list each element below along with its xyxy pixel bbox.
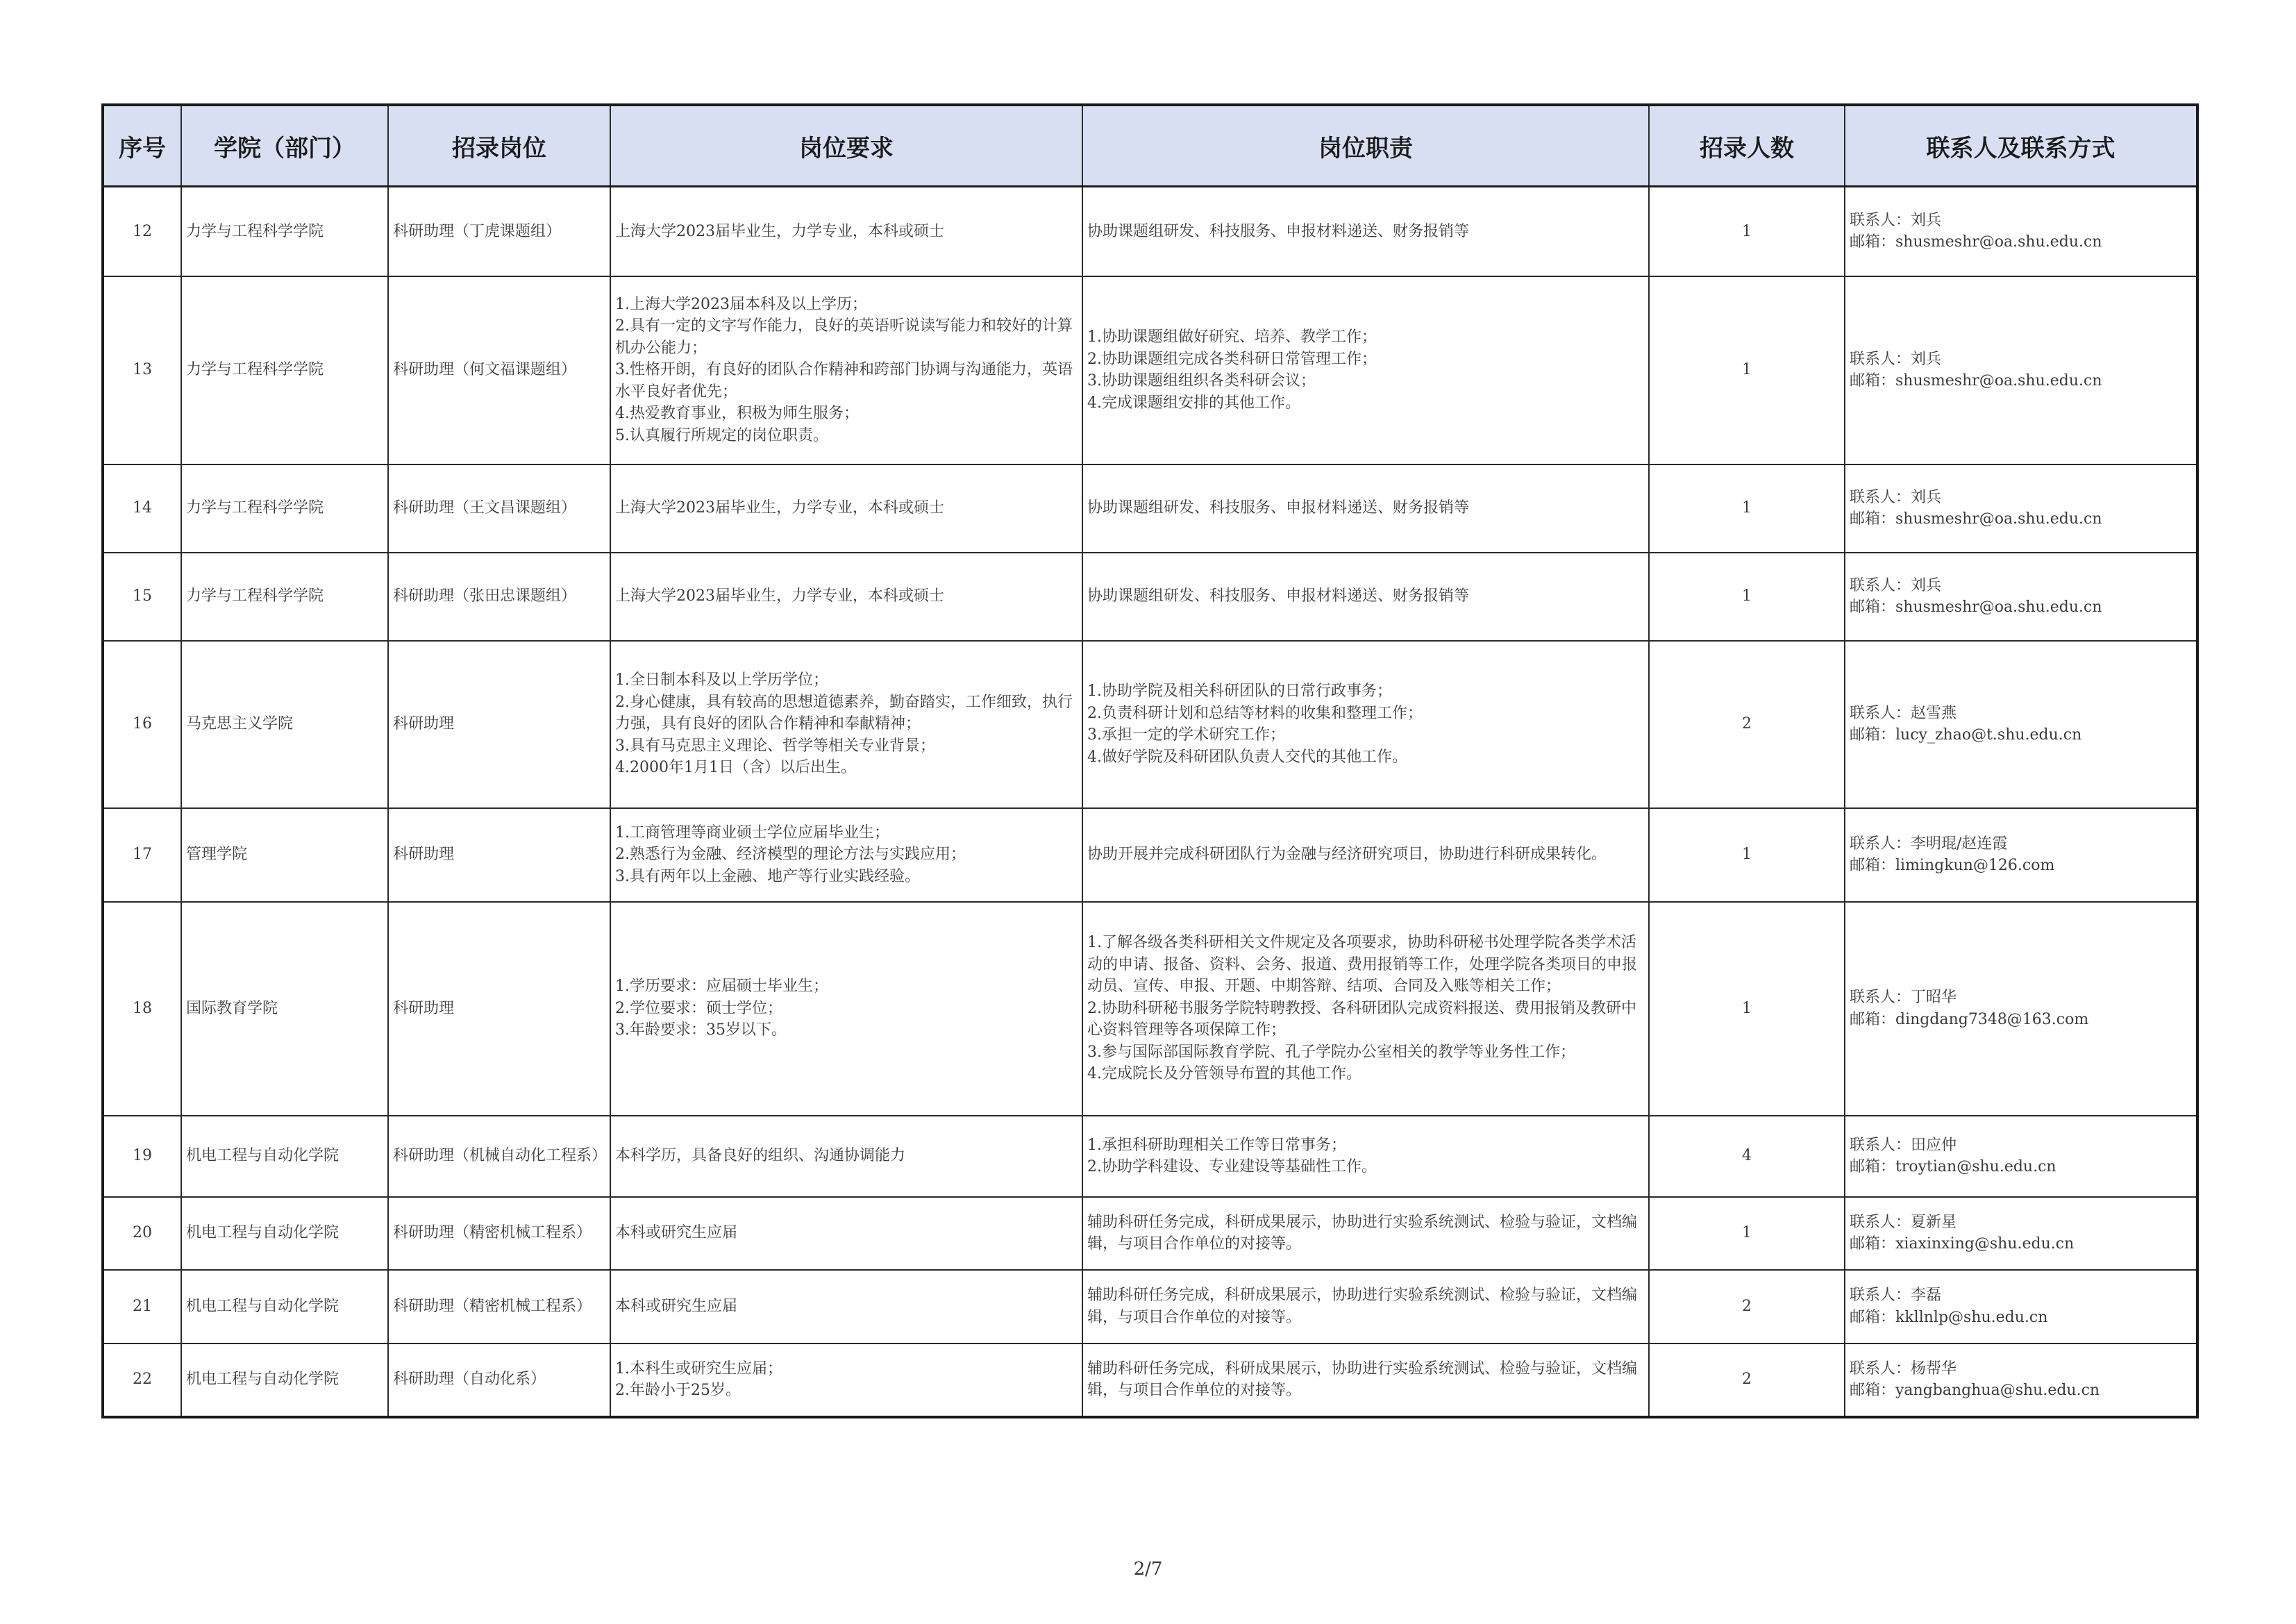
duty-line: 3.协助课题组组织各类科研会议； (1087, 372, 1316, 390)
duty-line: 2.负责科研计划和总结等材料的收集和整理工作； (1087, 704, 1423, 722)
contact-cell (1845, 1270, 2197, 1343)
header-cell: 联系人及联系方式 (1845, 105, 2197, 187)
table-body (103, 187, 2197, 1417)
contact-line: 邮箱：shusmeshr@oa.shu.edu.cn (1850, 510, 2102, 528)
contact-line: 邮箱：shusmeshr@oa.shu.edu.cn (1850, 598, 2102, 616)
contact-line: 联系人：李明琨/赵连霞 (1850, 835, 2008, 853)
requirement-line: 3.年龄要求：35岁以下。 (615, 1021, 787, 1039)
requirement-line: 3.性格开朗，有良好的团队合作精神和跨部门协调与沟通能力，英语水平良好者优先； (615, 361, 1073, 401)
headcount-cell: 2 (1649, 1343, 1845, 1417)
recruitment-table (101, 103, 2199, 1418)
serial-number-cell: 16 (103, 641, 181, 808)
department-cell: 力学与工程科学学院 (181, 553, 388, 641)
contact-cell (1845, 902, 2197, 1116)
duties-cell (1082, 1270, 1649, 1343)
duty-line: 协助开展并完成科研团队行为金融与经济研究项目，协助进行科研成果转化。 (1087, 846, 1607, 864)
duty-line: 1.协助学院及相关科研团队的日常行政事务； (1087, 683, 1392, 700)
duty-line: 2.协助学科建设、专业建设等基础性工作。 (1087, 1158, 1377, 1175)
requirements-cell (610, 808, 1082, 902)
serial-number-cell: 14 (103, 464, 181, 553)
duty-line: 4.做好学院及科研团队负责人交代的其他工作。 (1087, 748, 1407, 766)
contact-line: 联系人：刘兵 (1850, 211, 1942, 229)
requirements-cell (610, 641, 1082, 808)
department-cell: 机电工程与自动化学院 (181, 1270, 388, 1343)
requirements-cell (610, 187, 1082, 276)
contact-line: 联系人：刘兵 (1850, 350, 1942, 368)
position-cell: 科研助理 (388, 808, 610, 902)
duties-cell (1082, 276, 1649, 464)
contact-cell (1845, 1197, 2197, 1270)
duty-line: 1.协助课题组做好研究、培养、教学工作； (1087, 328, 1377, 346)
contact-line: 邮箱：limingkun@126.com (1850, 857, 2055, 874)
headcount-cell: 1 (1649, 902, 1845, 1116)
position-cell: 科研助理 (388, 902, 610, 1116)
header-cell: 岗位职责 (1082, 105, 1649, 187)
serial-number-cell: 17 (103, 808, 181, 902)
requirement-line: 1.全日制本科及以上学历学位； (615, 671, 828, 689)
requirements-cell (610, 1197, 1082, 1270)
header-cell: 学院（部门） (181, 105, 388, 187)
headcount-cell: 1 (1649, 464, 1845, 553)
contact-line: 联系人：李磊 (1850, 1287, 1942, 1304)
position-cell: 科研助理（自动化系） (388, 1343, 610, 1417)
duties-cell (1082, 464, 1649, 553)
headcount-cell: 2 (1649, 641, 1845, 808)
requirement-line: 3.具有马克思主义理论、哲学等相关专业背景； (615, 737, 935, 755)
department-cell: 力学与工程科学学院 (181, 276, 388, 464)
table-row (103, 276, 2197, 464)
duty-line: 3.参与国际部国际教育学院、孔子学院办公室相关的教学等业务性工作； (1087, 1043, 1575, 1061)
contact-line: 邮箱：troytian@shu.edu.cn (1850, 1158, 2056, 1175)
serial-number-cell: 13 (103, 276, 181, 464)
contact-line: 邮箱：xiaxinxing@shu.edu.cn (1850, 1235, 2075, 1253)
headcount-cell: 1 (1649, 276, 1845, 464)
requirement-line: 上海大学2023届毕业生，力学专业，本科或硕士 (615, 222, 944, 240)
header-cell: 招录岗位 (388, 105, 610, 187)
duty-line: 2.协助课题组完成各类科研日常管理工作； (1087, 350, 1377, 368)
requirement-line: 2.熟悉行为金融、经济模型的理论方法与实践应用； (615, 846, 966, 864)
requirement-line: 2.年龄小于25岁。 (615, 1382, 741, 1399)
duty-line: 2.协助科研秘书服务学院特聘教授、各科研团队完成资料报送、费用报销及教研中心资料管理等各项保障工作； (1087, 999, 1636, 1039)
duty-line: 1.承担科研助理相关工作等日常事务； (1087, 1136, 1346, 1154)
duties-cell (1082, 902, 1649, 1116)
duties-cell (1082, 1197, 1649, 1270)
headcount-cell: 1 (1649, 187, 1845, 276)
requirements-cell (610, 464, 1082, 553)
department-cell: 马克思主义学院 (181, 641, 388, 808)
duty-line: 协助课题组研发、科技服务、申报材料递送、财务报销等 (1087, 587, 1470, 605)
page-number: 2/7 (1133, 1559, 1163, 1580)
duties-cell (1082, 808, 1649, 902)
table-row (103, 641, 2197, 808)
position-cell: 科研助理（丁虎课题组） (388, 187, 610, 276)
table-row (103, 1197, 2197, 1270)
contact-line: 邮箱：yangbanghua@shu.edu.cn (1850, 1382, 2100, 1399)
contact-line: 联系人：夏新星 (1850, 1213, 1957, 1231)
table-row (103, 464, 2197, 553)
serial-number-cell: 18 (103, 902, 181, 1116)
department-cell: 国际教育学院 (181, 902, 388, 1116)
duties-cell (1082, 1343, 1649, 1417)
requirements-cell (610, 1343, 1082, 1417)
contact-line: 邮箱：kkllnlp@shu.edu.cn (1850, 1308, 2048, 1326)
duties-cell (1082, 1116, 1649, 1197)
requirement-line: 4.2000年1月1日（含）以后出生。 (615, 759, 856, 777)
contact-line: 联系人：刘兵 (1850, 576, 1942, 594)
position-cell: 科研助理（王文昌课题组） (388, 464, 610, 553)
duty-line: 辅助科研任务完成，科研成果展示，协助进行实验系统测试、检验与验证，文档编辑，与项目合作单位的对接等。 (1087, 1213, 1638, 1253)
duty-line: 协助课题组研发、科技服务、申报材料递送、财务报销等 (1087, 499, 1470, 517)
requirement-line: 1.工商管理等商业硕士学位应届毕业生； (615, 823, 889, 842)
requirement-line: 1.本科生或研究生应届； (615, 1359, 782, 1378)
contact-line: 邮箱：shusmeshr@oa.shu.edu.cn (1850, 233, 2102, 251)
requirements-cell (610, 1270, 1082, 1343)
requirement-line: 1.上海大学2023届本科及以上学历； (615, 295, 867, 313)
headcount-cell: 1 (1649, 1197, 1845, 1270)
contact-cell (1845, 641, 2197, 808)
contact-line: 联系人：丁昭华 (1850, 989, 1957, 1006)
table-row (103, 902, 2197, 1116)
department-cell: 力学与工程科学学院 (181, 464, 388, 553)
table-row (103, 187, 2197, 276)
requirement-line: 2.学位要求：硕士学位； (615, 999, 782, 1017)
headcount-cell: 2 (1649, 1270, 1845, 1343)
header-cell: 招录人数 (1649, 105, 1845, 187)
header-cell: 序号 (103, 105, 181, 187)
contact-line: 邮箱：shusmeshr@oa.shu.edu.cn (1850, 372, 2102, 390)
requirement-line: 1.学历要求：应届硕士毕业生； (615, 978, 828, 996)
duty-line: 1.了解各级各类科研相关文件规定及各项要求，协助科研秘书处理学院各类学术活动的申请、报备、资料、会务、报道、费用报销等工作，处理学院各类项目的申报动员、宣传、申报、开题、中期答辩、结项、合同及入账等相关工作； (1087, 934, 1638, 996)
serial-number-cell: 19 (103, 1116, 181, 1197)
department-cell: 机电工程与自动化学院 (181, 1197, 388, 1270)
duty-line: 辅助科研任务完成，科研成果展示，协助进行实验系统测试、检验与验证，文档编辑，与项目合作单位的对接等。 (1087, 1287, 1638, 1326)
requirement-line: 上海大学2023届毕业生，力学专业，本科或硕士 (615, 499, 944, 517)
contact-line: 联系人：杨帮华 (1850, 1359, 1957, 1378)
contact-cell (1845, 464, 2197, 553)
duties-cell (1082, 553, 1649, 641)
contact-line: 联系人：田应仲 (1850, 1136, 1957, 1154)
duty-line: 4.完成院长及分管领导布置的其他工作。 (1087, 1065, 1361, 1083)
requirement-line: 本科学历，具备良好的组织、沟通协调能力 (615, 1147, 906, 1165)
duties-cell (1082, 187, 1649, 276)
duty-line: 辅助科研任务完成，科研成果展示，协助进行实验系统测试、检验与验证，文档编辑，与项目合作单位的对接等。 (1087, 1359, 1638, 1399)
requirement-line: 2.具有一定的文字写作能力，良好的英语听说读写能力和较好的计算机办公能力； (615, 317, 1073, 357)
table-row (103, 1343, 2197, 1417)
requirements-cell (610, 1116, 1082, 1197)
requirement-line: 上海大学2023届毕业生，力学专业，本科或硕士 (615, 587, 944, 605)
table-row (103, 553, 2197, 641)
department-cell: 机电工程与自动化学院 (181, 1116, 388, 1197)
headcount-cell: 4 (1649, 1116, 1845, 1197)
contact-cell (1845, 553, 2197, 641)
table-row (103, 1116, 2197, 1197)
header-cell: 岗位要求 (610, 105, 1082, 187)
contact-line: 联系人：赵雪燕 (1850, 704, 1957, 722)
contact-cell (1845, 187, 2197, 276)
requirement-line: 5.认真履行所规定的岗位职责。 (615, 426, 828, 444)
requirements-cell (610, 902, 1082, 1116)
contact-line: 联系人：刘兵 (1850, 488, 1942, 506)
department-cell: 管理学院 (181, 808, 388, 902)
duty-line: 协助课题组研发、科技服务、申报材料递送、财务报销等 (1087, 222, 1470, 240)
serial-number-cell: 12 (103, 187, 181, 276)
position-cell: 科研助理（张田忠课题组） (388, 553, 610, 641)
requirement-line: 本科或研究生应届 (615, 1297, 738, 1315)
contact-line: 邮箱：lucy_zhao@t.shu.edu.cn (1850, 726, 2082, 744)
requirement-line: 本科或研究生应届 (615, 1224, 738, 1242)
position-cell: 科研助理（精密机械工程系） (388, 1197, 610, 1270)
serial-number-cell: 20 (103, 1197, 181, 1270)
position-cell: 科研助理（精密机械工程系） (388, 1270, 610, 1343)
duties-cell (1082, 641, 1649, 808)
requirements-cell (610, 553, 1082, 641)
department-cell: 力学与工程科学学院 (181, 187, 388, 276)
headcount-cell: 1 (1649, 808, 1845, 902)
table-row (103, 808, 2197, 902)
requirement-line: 4.热爱教育事业，积极为师生服务； (615, 405, 859, 423)
contact-cell (1845, 1343, 2197, 1417)
requirement-line: 3.具有两年以上金融、地产等行业实践经验。 (615, 867, 920, 885)
headcount-cell: 1 (1649, 553, 1845, 641)
duty-line: 4.完成课题组安排的其他工作。 (1087, 394, 1300, 412)
serial-number-cell: 15 (103, 553, 181, 641)
contact-cell (1845, 276, 2197, 464)
department-cell: 机电工程与自动化学院 (181, 1343, 388, 1417)
requirement-line: 2.身心健康，具有较高的思想道德素养，勤奋踏实，工作细致，执行力强，具有良好的团队合作精神和奉献精神； (615, 693, 1073, 733)
duty-line: 3.承担一定的学术研究工作； (1087, 726, 1285, 744)
contact-line: 邮箱：dingdang7348@163.com (1850, 1010, 2089, 1028)
position-cell: 科研助理 (388, 641, 610, 808)
position-cell: 科研助理（机械自动化工程系） (388, 1116, 610, 1197)
contact-cell (1845, 1116, 2197, 1197)
serial-number-cell: 21 (103, 1270, 181, 1343)
contact-cell (1845, 808, 2197, 902)
table-row (103, 1270, 2197, 1343)
table-header-row (103, 105, 2197, 187)
serial-number-cell: 22 (103, 1343, 181, 1417)
position-cell: 科研助理（何文福课题组） (388, 276, 610, 464)
requirements-cell (610, 276, 1082, 464)
